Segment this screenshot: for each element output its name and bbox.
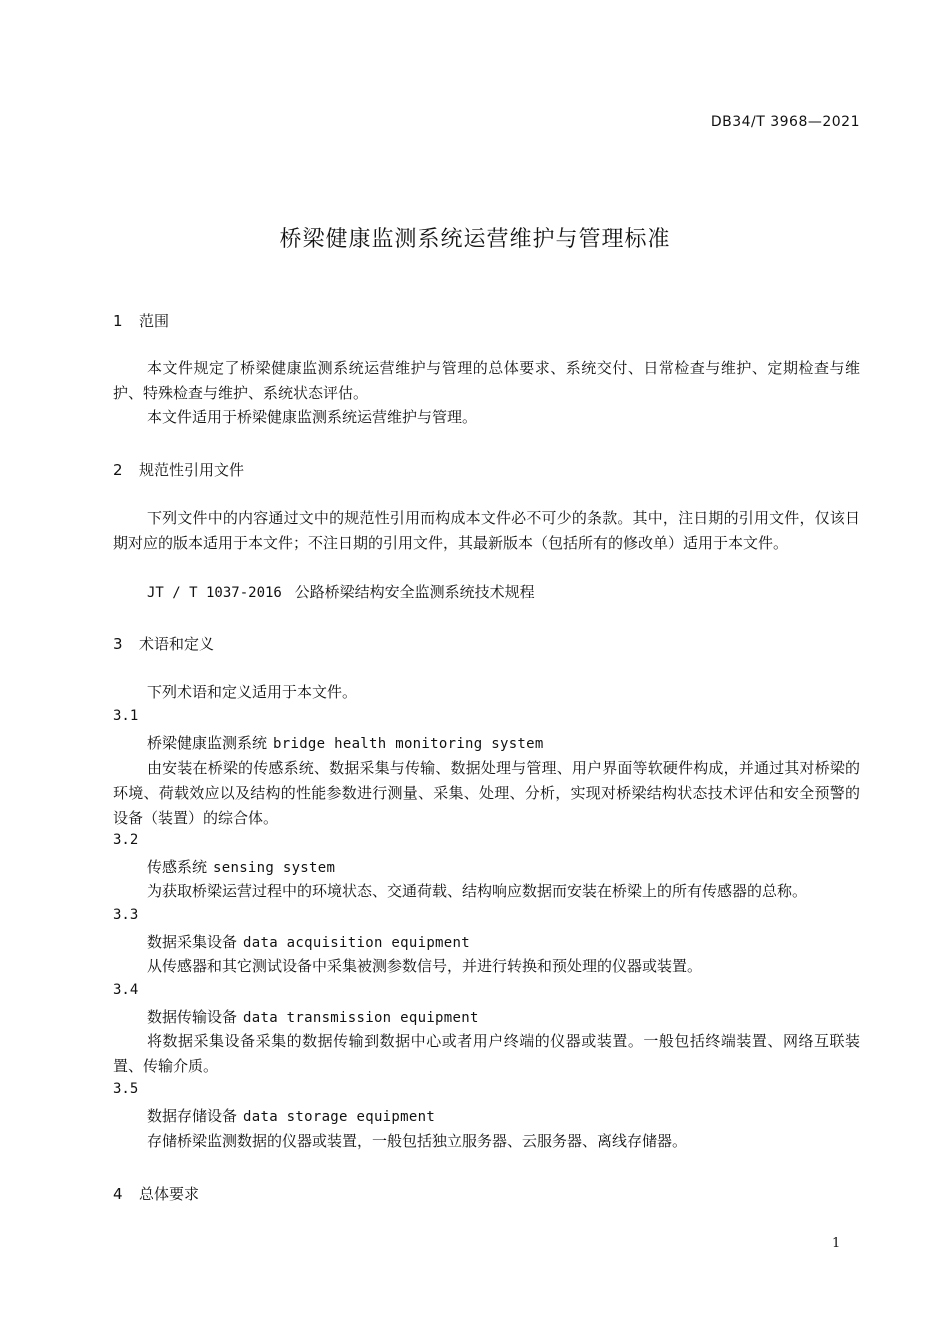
term-en: data acquisition equipment [243, 935, 470, 951]
term-number: 3.5 [113, 1081, 139, 1097]
section-heading-3 [113, 633, 214, 654]
section-title: 规范性引用文件 [139, 461, 245, 479]
section-number: 1 [113, 312, 123, 330]
term-heading [147, 931, 470, 952]
term-en: data storage equipment [243, 1109, 436, 1125]
reference-code: JT / T 1037-2016 [147, 585, 282, 601]
term-number: 3.4 [113, 982, 139, 998]
section-number: 2 [113, 461, 123, 479]
term-zh: 传感系统 [147, 858, 208, 876]
section-number: 3 [113, 635, 123, 653]
term-definition: 存储桥梁监测数据的仪器或装置，一般包括独立服务器、云服务器、离线存储器。 [147, 1132, 688, 1150]
page-number: 1 [832, 1236, 841, 1251]
term-definition: 从传感器和其它测试设备中采集被测参数信号，并进行转换和预处理的仪器或装置。 [147, 957, 703, 975]
section-heading-4 [113, 1183, 199, 1204]
term-number: 3.2 [113, 832, 139, 848]
term-zh: 桥梁健康监测系统 [147, 734, 268, 752]
term-heading [147, 1105, 435, 1126]
document-title: 桥梁健康监测系统运营维护与管理标准 [279, 227, 671, 252]
document-code: DB34/T 3968—2021 [710, 114, 860, 130]
section-title: 术语和定义 [139, 635, 215, 653]
paragraph-normative-references: 下列文件中的内容通过文中的规范性引用而构成本文件必不可少的条款。其中，注日期的引用文件，仅该日期对应的版本适用于本文件；不注日期的引用文件，其最新版本（包括所有的修改单）适用于本文件。 [113, 509, 860, 552]
paragraph-scope-1: 本文件规定了桥梁健康监测系统运营维护与管理的总体要求、系统交付、日常检查与维护、定期检查与维护、特殊检查与维护、系统状态评估。 [113, 359, 860, 402]
term-en: data transmission equipment [243, 1010, 479, 1026]
reference-title: 公路桥梁结构安全监测系统技术规程 [294, 583, 535, 601]
term-en: bridge health monitoring system [273, 736, 544, 752]
term-en: sensing system [213, 860, 336, 876]
term-zh: 数据采集设备 [147, 933, 238, 951]
section-heading-1 [113, 310, 169, 331]
term-zh: 数据传输设备 [147, 1008, 238, 1026]
paragraph-scope-2: 本文件适用于桥梁健康监测系统运营维护与管理。 [147, 408, 478, 426]
terms-intro: 下列术语和定义适用于本文件。 [147, 683, 358, 701]
section-number: 4 [113, 1185, 123, 1203]
term-number: 3.1 [113, 708, 139, 724]
reference-entry [147, 581, 535, 602]
term-heading [147, 856, 335, 877]
term-definition: 由安装在桥梁的传感系统、数据采集与传输、数据处理与管理、用户界面等软硬件构成，并通过其对桥梁的环境、荷载效应以及结构的性能参数进行测量、采集、处理、分析，实现对桥梁结构状态技术评估和安全预警的设备（装置）的综合体。 [113, 759, 860, 827]
section-heading-2 [113, 459, 244, 480]
term-number: 3.3 [113, 907, 139, 923]
section-title: 范围 [139, 312, 170, 330]
term-definition: 为获取桥梁运营过程中的环境状态、交通荷载、结构响应数据而安装在桥梁上的所有传感器的总称。 [147, 882, 808, 900]
term-heading [147, 1006, 479, 1027]
section-title: 总体要求 [139, 1185, 200, 1203]
term-heading [147, 732, 544, 753]
term-zh: 数据存储设备 [147, 1107, 238, 1125]
term-definition: 将数据采集设备采集的数据传输到数据中心或者用户终端的仪器或装置。一般包括终端装置、网络互联装置、传输介质。 [113, 1032, 860, 1075]
